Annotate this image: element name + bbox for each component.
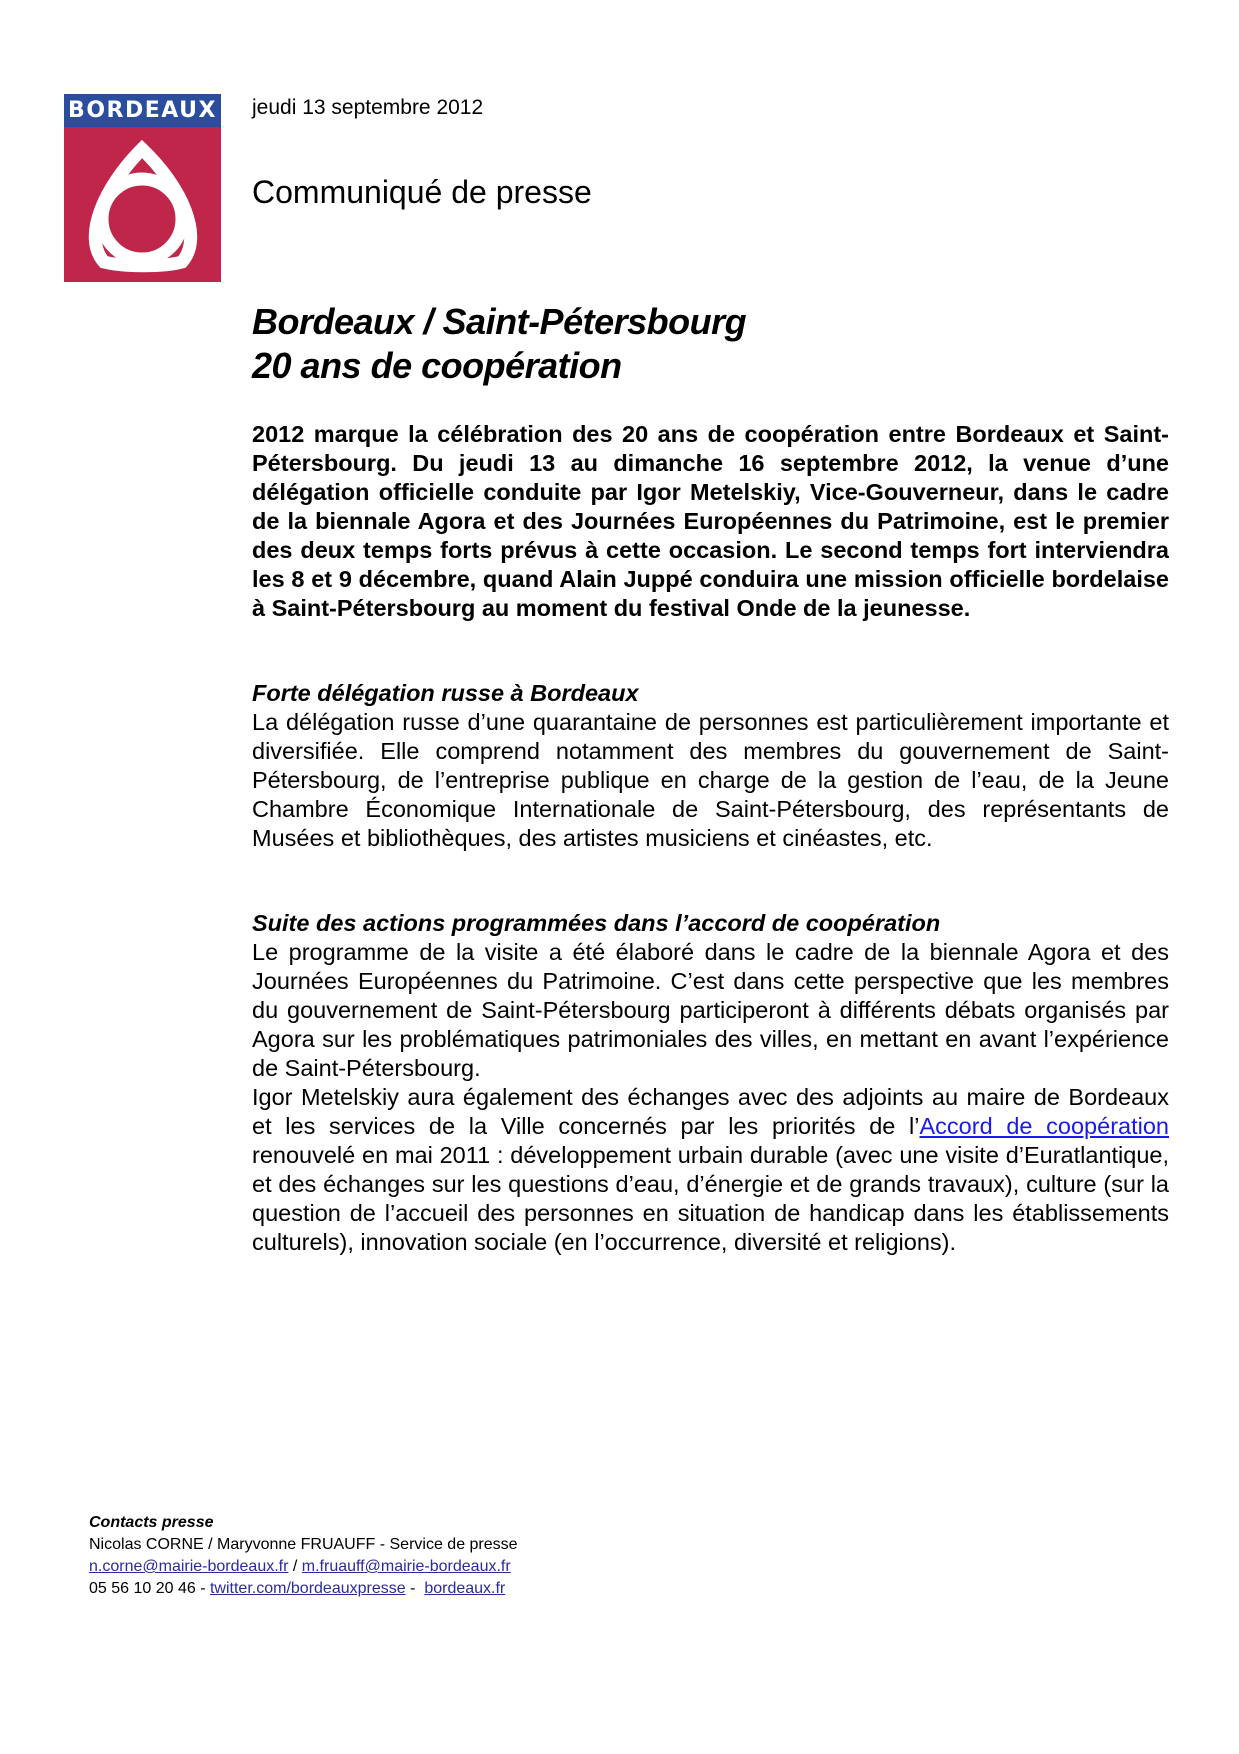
press-contacts <box>89 1512 518 1600</box>
accord-link[interactable]: Accord de coopération <box>919 1113 1169 1139</box>
title-line-1: Bordeaux / Saint-Pétersbourg <box>252 301 747 342</box>
section-actions <box>252 909 1169 1257</box>
lead-paragraph: 2012 marque la célébration des 20 ans de coopération entre Bordeaux et Saint-Pétersbourg. Du jeudi 13 au dimanche 16 septembre 2012, la venue d’une délégation officielle conduite par Igor Metelskiy, Vice-Gouverneur, dans le cadre de la biennale Agora et des Journées Européennes du Patrimoine, est le premier des deux temps forts prévus à cette occasion. Le second temps fort interviendra les 8 et 9 décembre, quand Alain Juppé conduira une mission officielle bordelaise à Saint-Pétersbourg au moment du festival Onde de la jeunesse. <box>252 421 1169 621</box>
press-date: jeudi 13 septembre 2012 <box>252 96 484 119</box>
section-heading: Forte délégation russe à Bordeaux <box>252 680 639 706</box>
page-title <box>252 300 746 388</box>
section-text: Le programme de la visite a été élaboré dans le cadre de la biennale Agora et des Journées Européennes du Patrimoine. C’est dans cette perspective que les membres du gouvernement de Saint-Pétersbourg participeront à différents débats organisés par Agora sur les problématiques patrimoniales des villes, en mettant en avant l’expérience de Saint-Pétersbourg. <box>252 939 1169 1081</box>
title-line-2: 20 ans de coopération <box>252 345 622 386</box>
separator: / <box>288 1558 302 1575</box>
contact-names: Nicolas CORNE / Maryvonne FRUAUFF - Service de presse <box>89 1536 518 1553</box>
triquetra-icon <box>64 127 221 282</box>
email-link-fruauff[interactable]: m.fruauff@mairie-bordeaux.fr <box>301 1558 511 1575</box>
twitter-link[interactable]: twitter.com/bordeauxpresse <box>209 1580 406 1597</box>
logo-text: BORDEAUX <box>64 94 221 127</box>
email-link-corne[interactable]: n.corne@mairie-bordeaux.fr <box>89 1558 289 1575</box>
separator: - <box>405 1580 425 1597</box>
contact-emails <box>89 1556 518 1578</box>
text-fragment: renouvelé en mai 2011 : développement urbain durable (avec une visite d’Euratlantique, et des échanges sur les questions d’eau, d’énergie et de grands travaux), culture (sur la question de l’accueil des personnes en situation de handicap dans les établissements culturels), innovation sociale (en l’occurrence, diversité et religions). <box>252 1142 1169 1255</box>
section-text: La délégation russe d’une quarantaine de personnes est particulièrement importante et diversifiée. Elle comprend notamment des membres du gouvernement de Saint-Pétersbourg, de l’entreprise publique en charge de la gestion de l’eau, de la Jeune Chambre Économique Internationale de Saint-Pétersbourg, des représentants de Musées et bibliothèques, des artistes musiciens et cinéastes, etc. <box>252 709 1169 851</box>
document-type: Communiqué de presse <box>252 174 592 210</box>
contacts-heading: Contacts presse <box>89 1514 214 1531</box>
section-heading: Suite des actions programmées dans l’accord de coopération <box>252 910 941 936</box>
bordeaux-logo <box>64 94 221 282</box>
section-text-2 <box>252 1083 1169 1257</box>
text-fragment: Igor Metelskiy aura également des échanges avec des adjoints au maire de Bordeaux et les services de la Ville concernés par les priorités de l’ <box>252 1084 1169 1139</box>
section-delegation <box>252 679 1169 853</box>
phone-number: 05 56 10 20 46 - <box>89 1580 210 1597</box>
website-link[interactable]: bordeaux.fr <box>424 1580 506 1597</box>
contact-links <box>89 1578 518 1600</box>
